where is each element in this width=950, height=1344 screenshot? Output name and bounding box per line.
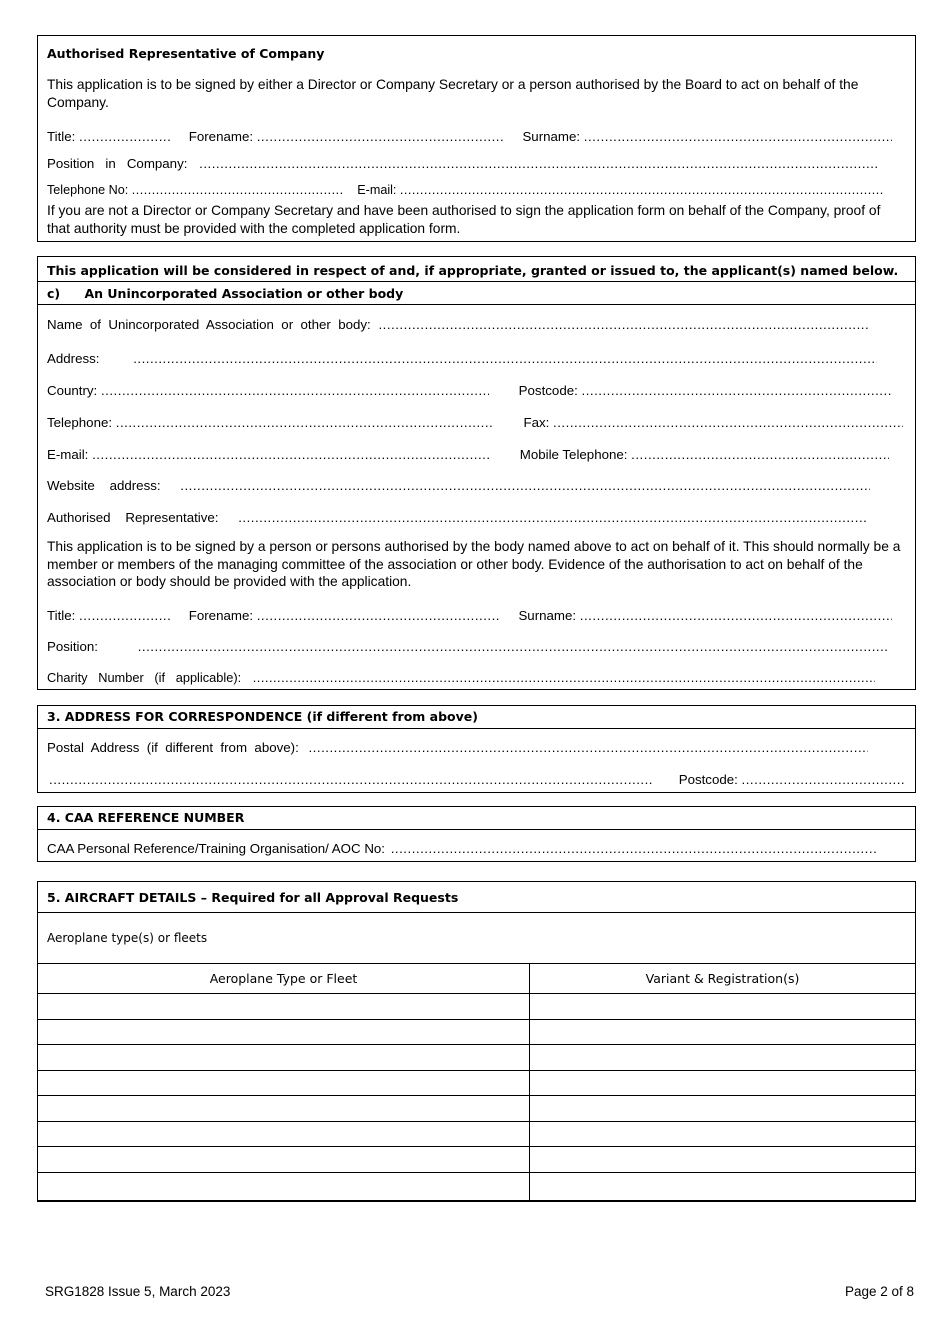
website-row: [47, 477, 906, 494]
signature-note: This application is to be signed by a person or persons authorised by the body named above to act on behalf of it. This should normally be a member or members of the managing committee of the association or other body. Evidence of the authorisation to act on behalf of the association or body should be provided with the application.: [47, 539, 901, 589]
name-row: [47, 128, 906, 145]
forename-label: Forename:: [188, 129, 254, 144]
aeroplane-type-cell[interactable]: [38, 994, 530, 1020]
table-row: [38, 1096, 916, 1122]
association-name-label: Name of Unincorporated Association or other body:: [47, 317, 371, 332]
aeroplane-type-cell[interactable]: [38, 1121, 530, 1147]
caa-reference-heading: 4. CAA REFERENCE NUMBER: [47, 810, 245, 825]
surname-field[interactable]: [580, 607, 892, 624]
email-field[interactable]: [400, 182, 884, 199]
authority-note: If you are not a Director or Company Secretary and have been authorised to sign the application form on behalf of the Company, proof of that authority must be provided with the completed application form.: [47, 203, 881, 236]
variant-registration-cell[interactable]: [530, 1147, 916, 1173]
surname-label: Surname:: [518, 608, 577, 623]
aircraft-details-heading: 5. AIRCRAFT DETAILS – Required for all Approval Requests: [47, 890, 459, 905]
postcode-label: Postcode:: [518, 383, 578, 398]
association-name-row: [47, 316, 906, 333]
charity-field[interactable]: [253, 669, 875, 686]
website-label: Website address:: [47, 478, 161, 493]
instruction-text: This application is to be signed by either a Director or Company Secretary or a person authorised by the Board to act on behalf of the Company.: [47, 77, 859, 110]
authorised-representative-section: [37, 35, 916, 242]
postcode-field[interactable]: [582, 382, 892, 399]
caa-reference-row: [47, 840, 906, 857]
subheading-letter: c): [47, 286, 61, 301]
variant-registration-cell[interactable]: [530, 1172, 916, 1200]
country-row: [47, 382, 906, 399]
title-label: Title:: [47, 129, 76, 144]
telephone-field[interactable]: [116, 414, 494, 431]
representative-field[interactable]: [238, 509, 868, 526]
subheading-text: An Unincorporated Association or other body: [84, 286, 404, 301]
country-label: Country:: [47, 383, 98, 398]
surname-field[interactable]: [584, 128, 892, 145]
telephone-label: Telephone No:: [47, 183, 129, 197]
table-row: [38, 1045, 916, 1071]
divider: [38, 304, 915, 305]
aircraft-subheading: Aeroplane type(s) or fleets: [47, 931, 208, 945]
applicant-section: [37, 256, 916, 690]
postal-address-label: Postal Address (if different from above):: [47, 740, 299, 755]
telephone-label: Telephone:: [47, 415, 113, 430]
column-header-variant: Variant & Registration(s): [530, 964, 916, 994]
position-field[interactable]: [138, 638, 888, 655]
variant-registration-cell[interactable]: [530, 1019, 916, 1045]
caa-reference-label: CAA Personal Reference/Training Organisation/ AOC No:: [47, 841, 386, 856]
surname-label: Surname:: [522, 129, 581, 144]
aeroplane-type-cell[interactable]: [38, 1019, 530, 1045]
table-row: [38, 994, 916, 1020]
title-field[interactable]: [79, 607, 171, 624]
position-row: [47, 638, 906, 655]
email-field[interactable]: [92, 446, 490, 463]
aircraft-table: [37, 963, 916, 1201]
table-row: [38, 1172, 916, 1200]
table-row: [38, 1121, 916, 1147]
applicant-banner: This application will be considered in respect of and, if appropriate, granted or issued to, the applicant(s) named below.: [47, 263, 899, 278]
representative-row: [47, 509, 906, 526]
table-row: [38, 1019, 916, 1045]
charity-label: Charity Number (if applicable):: [47, 670, 242, 685]
section-heading: Authorised Representative of Company: [47, 46, 325, 61]
association-subheading: [47, 285, 906, 302]
postcode-label: Postcode:: [678, 772, 738, 787]
country-field[interactable]: [101, 382, 489, 399]
fax-field[interactable]: [553, 414, 903, 431]
postal-address-row: [47, 739, 906, 756]
correspondence-heading: 3. ADDRESS FOR CORRESPONDENCE (if different from above): [47, 709, 478, 724]
telephone-field[interactable]: [132, 182, 344, 199]
table-row: [38, 1147, 916, 1173]
variant-registration-cell[interactable]: [530, 1070, 916, 1096]
aircraft-details-section: [37, 881, 916, 1202]
divider: [38, 281, 915, 282]
address-row: [47, 350, 906, 367]
fax-label: Fax:: [523, 415, 550, 430]
variant-registration-cell[interactable]: [530, 994, 916, 1020]
postal-address-field[interactable]: [308, 739, 868, 756]
association-name-field[interactable]: [378, 316, 868, 333]
email-label: E-mail:: [357, 183, 397, 197]
table-row: [38, 1070, 916, 1096]
mobile-label: Mobile Telephone:: [519, 447, 628, 462]
charity-row: [47, 669, 906, 686]
divider: [38, 829, 915, 830]
mobile-field[interactable]: [631, 446, 889, 463]
aeroplane-type-cell[interactable]: [38, 1070, 530, 1096]
table-header-row: [38, 964, 916, 994]
contact-row: [47, 182, 906, 199]
position-label: Position:: [47, 639, 98, 654]
correspondence-section: [37, 705, 916, 793]
aeroplane-type-cell[interactable]: [38, 1147, 530, 1173]
postcode-field[interactable]: [742, 771, 906, 788]
forename-field[interactable]: [257, 607, 501, 624]
page-number: Page 2 of 8: [844, 1284, 914, 1299]
title-field[interactable]: [79, 128, 171, 145]
caa-reference-section: [37, 806, 916, 862]
postal-address-continuation-field[interactable]: [49, 771, 653, 788]
aeroplane-type-cell[interactable]: [38, 1045, 530, 1071]
address-label: Address:: [47, 351, 100, 366]
document-reference: SRG1828 Issue 5, March 2023: [45, 1284, 231, 1299]
position-label: Position in Company:: [47, 156, 188, 171]
position-row: [47, 155, 906, 172]
variant-registration-cell[interactable]: [530, 1121, 916, 1147]
position-field[interactable]: [199, 155, 879, 172]
caa-reference-field[interactable]: [391, 840, 877, 857]
column-header-type: Aeroplane Type or Fleet: [38, 964, 530, 994]
postal-address-row-2: [49, 771, 906, 788]
email-row: [47, 446, 906, 463]
forename-field[interactable]: [257, 128, 505, 145]
signatory-name-row: [47, 607, 906, 624]
website-field[interactable]: [180, 477, 870, 494]
aeroplane-type-cell[interactable]: [38, 1172, 530, 1200]
address-field[interactable]: [133, 350, 877, 367]
divider: [38, 728, 915, 729]
variant-registration-cell[interactable]: [530, 1045, 916, 1071]
variant-registration-cell[interactable]: [530, 1096, 916, 1122]
representative-label: Authorised Representative:: [47, 510, 219, 525]
email-label: E-mail:: [47, 447, 89, 462]
aeroplane-type-cell[interactable]: [38, 1096, 530, 1122]
telephone-row: [47, 414, 906, 431]
divider: [38, 912, 915, 913]
title-label: Title:: [47, 608, 76, 623]
forename-label: Forename:: [188, 608, 254, 623]
